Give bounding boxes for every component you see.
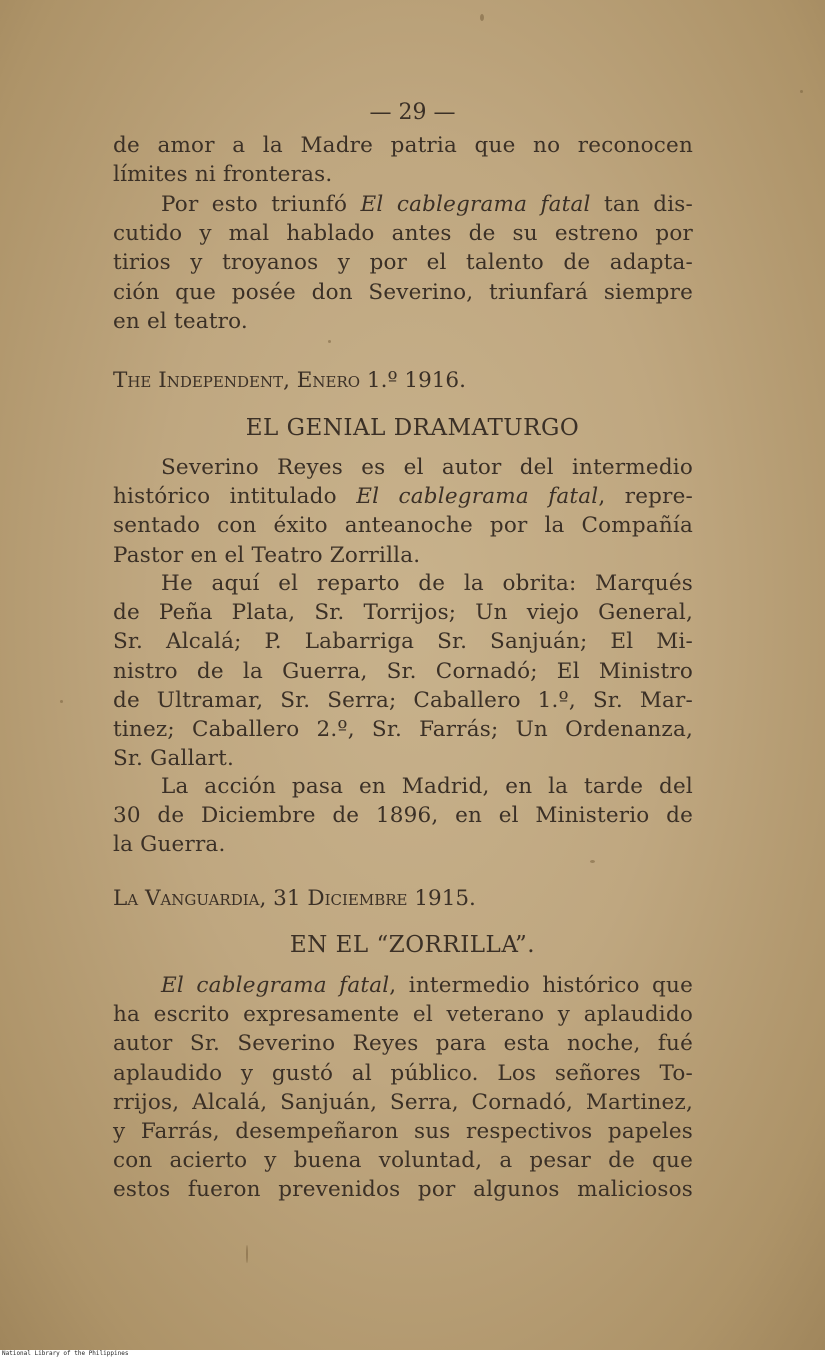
play-title: El cablegrama fatal: [161, 973, 390, 998]
text-line: Sr. Alcalá; P. Labarriga Sr. Sanjuán; El Mi-: [113, 629, 693, 655]
text-line: sentado con éxito anteanoche por la Compañía: [113, 513, 693, 539]
text-line: de amor a la Madre patria que no reconocen: [113, 133, 693, 158]
play-title: El cablegrama fatal: [360, 192, 591, 217]
text-line: [113, 971, 693, 1000]
text-span: , intermedio histórico que: [389, 973, 693, 998]
text-span: tan dis-: [590, 192, 694, 217]
library-footer: National Library of the Philippines: [0, 1350, 825, 1358]
text-line: rrijos, Alcalá, Sanjuán, Serra, Cornadó, Martinez,: [113, 1089, 693, 1115]
paragraph-review: [113, 971, 693, 1205]
paragraph-action: [113, 772, 693, 860]
text-line: [113, 482, 693, 511]
article-heading: EL GENIAL DRAMATURGO: [245, 415, 580, 441]
page-number: — 29 —: [369, 100, 456, 125]
text-line: nistro de la Guerra, Sr. Cornadó; El Ministro: [113, 658, 693, 684]
paragraph-author: [113, 453, 693, 570]
text-span: Por esto triunfó: [161, 192, 361, 217]
text-line: Severino Reyes es el autor del intermedio: [161, 455, 693, 480]
text-line: ha escrito expresamente el veterano y aplaudido: [113, 1002, 693, 1028]
text-line: cutido y mal hablado antes de su estreno por: [113, 221, 693, 247]
text-line: tinez; Caballero 2.º, Sr. Farrás; Un Ordenanza,: [113, 716, 693, 742]
text-line: tirios y troyanos y por el talento de adapta-: [113, 250, 693, 276]
text-line: de Peña Plata, Sr. Torrijos; Un viejo General,: [113, 600, 693, 626]
text-line: Pastor en el Teatro Zorrilla.: [113, 542, 421, 568]
text-line: [113, 190, 693, 219]
text-span: histórico intitulado: [113, 484, 357, 510]
text-line: y Farrás, desempeñaron sus respectivos papeles: [113, 1118, 693, 1144]
paragraph-victory: [113, 190, 693, 336]
article-heading: EN EL “ZORRILLA”.: [289, 932, 536, 958]
text-line: He aquí el reparto de la obrita: Marqués: [161, 571, 693, 596]
play-title: El cablegrama fatal: [356, 484, 599, 510]
paragraph-cast: [113, 569, 693, 773]
source-citation: La Vanguardia, 31 Diciembre 1915.: [113, 886, 476, 911]
text-line: 30 de Diciembre de 1896, en el Ministerio de: [113, 803, 693, 829]
text-line: estos fueron prevenidos por algunos maliciosos: [113, 1177, 693, 1203]
text-line: en el teatro.: [113, 308, 248, 334]
source-citation: The Independent, Enero 1.º 1916.: [113, 368, 466, 393]
text-line: límites ni fronteras.: [113, 162, 333, 188]
text-line: ción que posée don Severino, triunfará siempre: [113, 279, 693, 305]
text-line: con acierto y buena voluntad, a pesar de que: [113, 1148, 693, 1174]
text-span: , repre-: [598, 484, 693, 510]
text-line: de Ultramar, Sr. Serra; Caballero 1.º, Sr. Mar-: [113, 687, 693, 713]
paragraph-intro: [113, 131, 693, 189]
text-line: Sr. Gallart.: [113, 746, 235, 772]
text-line: aplaudido y gustó al público. Los señores To-: [113, 1060, 693, 1086]
text-line: La acción pasa en Madrid, en la tarde del: [161, 774, 693, 799]
text-line: autor Sr. Severino Reyes para esta noche, fué: [113, 1031, 693, 1057]
text-line: la Guerra.: [113, 832, 226, 858]
